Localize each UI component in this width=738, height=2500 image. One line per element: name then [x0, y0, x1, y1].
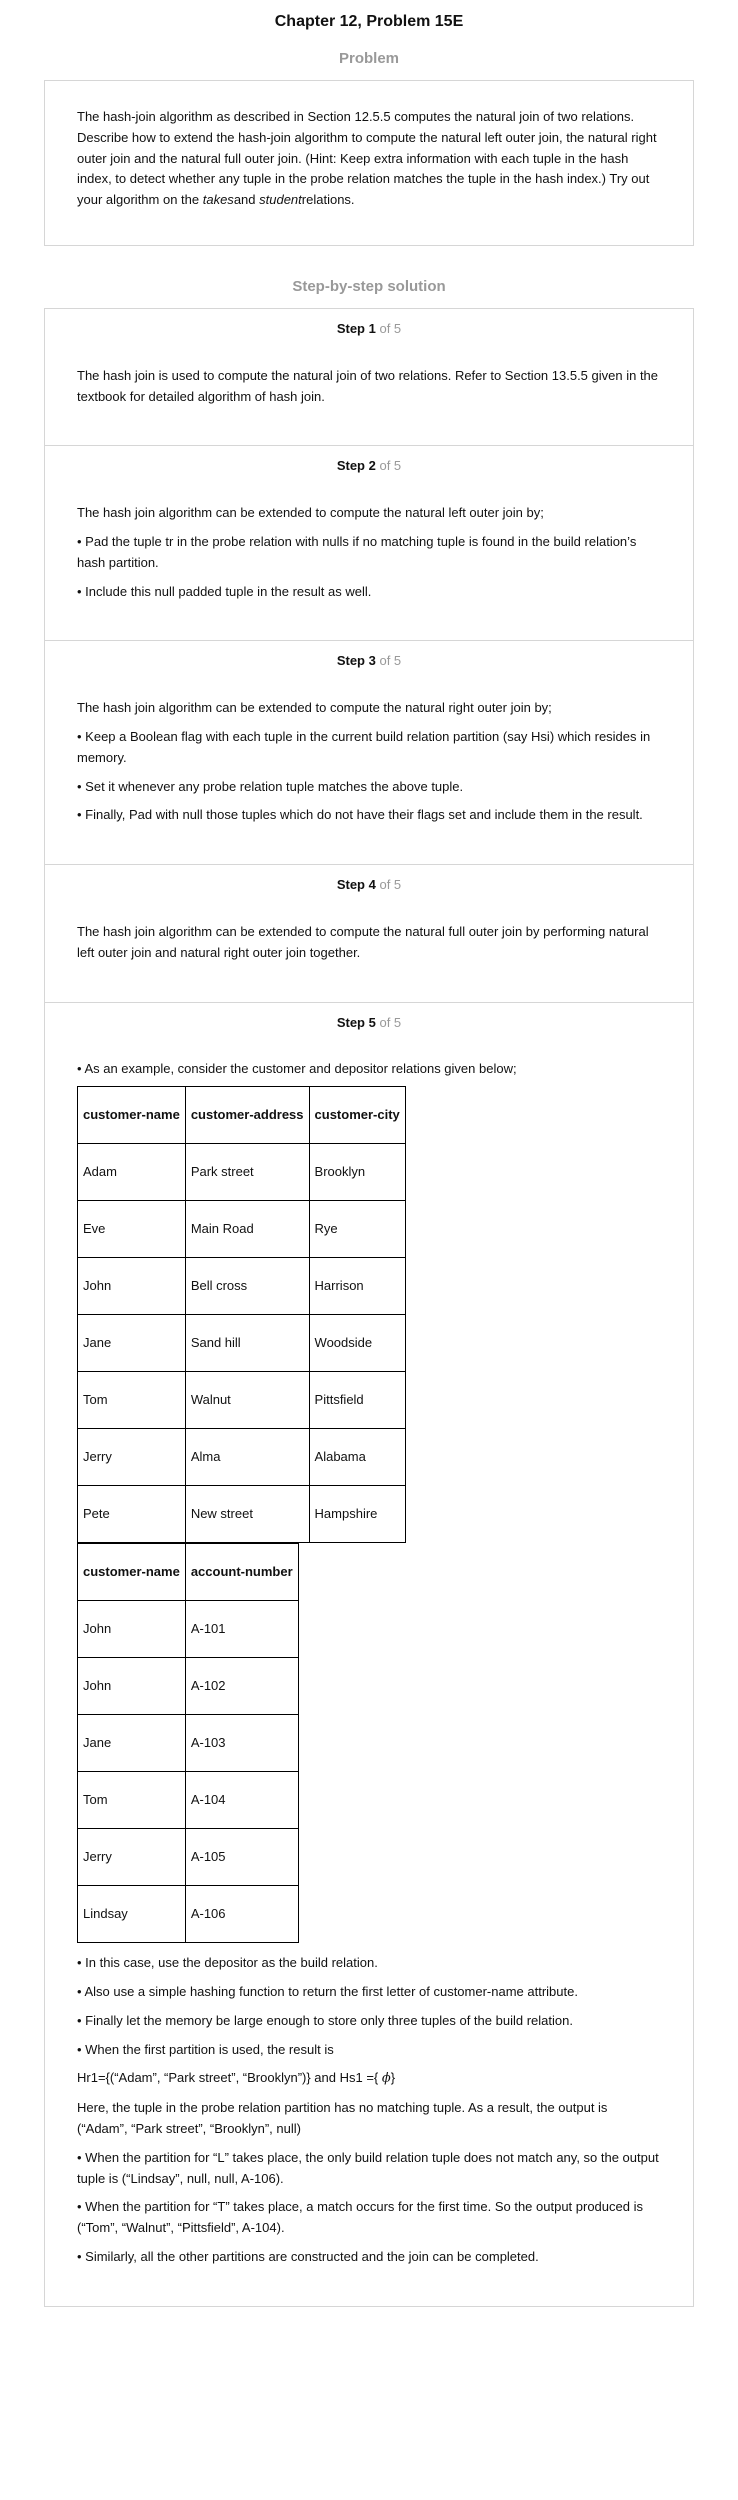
- table-cell: Tom: [78, 1372, 186, 1429]
- problem-text-main: The hash-join algorithm as described in Section 12.5.5 computes the natural join of two relations. Describe how to extend the hash-join algorithm to compute the natural left outer join, the natural right outer join and the natural full outer join. (Hint: Keep extra information with each tuple in the hash index, to detect whether any tuple in the probe relation matches the tuple in the hash index.) Try out your algorithm on the: [77, 109, 657, 208]
- step-2-bullet: • Include this null padded tuple in the result as well.: [77, 583, 372, 599]
- step-5: [45, 1002, 693, 2306]
- step-4-label: Step 4: [336, 877, 376, 893]
- table-cell: New street: [185, 1486, 309, 1543]
- table-cell: Alabama: [309, 1429, 405, 1486]
- table-cell: Park street: [185, 1144, 309, 1201]
- step-2-bullet: • Pad the tuple tr in the probe relation with nulls if no matching tuple is found in the build relation’s hash partition.: [77, 533, 637, 570]
- table-row: [78, 1772, 299, 1829]
- step-3: [45, 640, 693, 864]
- table-cell: Jane: [78, 1715, 186, 1772]
- table-cell: Hampshire: [309, 1486, 405, 1543]
- table-cell: John: [78, 1258, 186, 1315]
- step-5-label: Step 5: [336, 1014, 376, 1030]
- table-cell: Eve: [78, 1201, 186, 1258]
- solution-box: [44, 308, 694, 2307]
- table-row: [78, 1486, 406, 1543]
- step-3-bullet: • Keep a Boolean flag with each tuple in the current build relation partition (say Hsi) which resides in memory.: [77, 728, 651, 765]
- table-cell: Adam: [78, 1144, 186, 1201]
- step-3-paragraph: The hash join algorithm can be extended to compute the natural right outer join by;: [77, 700, 552, 716]
- step-4-title: [77, 875, 661, 896]
- step-5-bullet: • In this case, use the depositor as the build relation.: [77, 1955, 378, 1971]
- column-header: customer-address: [185, 1087, 309, 1144]
- step-1-label: Step 1: [336, 320, 376, 336]
- step-1-of: of 5: [379, 320, 402, 336]
- step-1-paragraph: The hash join is used to compute the natural join of two relations. Refer to Section 13.5.5 given in the textbook for detailed algorithm of hash join.: [77, 367, 659, 404]
- step-1-title: [77, 319, 661, 340]
- step-4-of: of 5: [379, 877, 402, 893]
- table-header-row: [78, 1087, 406, 1144]
- table-cell: Pittsfield: [309, 1372, 405, 1429]
- table-cell: Jerry: [78, 1429, 186, 1486]
- table-row: [78, 1715, 299, 1772]
- problem-end: relations.: [301, 192, 355, 208]
- problem-italic-student: student: [259, 192, 302, 208]
- table-cell: Woodside: [309, 1315, 405, 1372]
- table-cell: Walnut: [185, 1372, 309, 1429]
- problem-box: [44, 80, 694, 246]
- step-5-bullet: • When the partition for “L” takes place, the only build relation tuple does not match any, so the output tuple is (“Lindsay”, null, null, A-106).: [77, 2149, 659, 2186]
- step-2-title: [77, 456, 661, 477]
- table-row: [78, 1829, 299, 1886]
- column-header: customer-city: [309, 1087, 405, 1144]
- step-5-title: [77, 1013, 661, 1034]
- table-cell: A-103: [185, 1715, 298, 1772]
- step-5-hr-line: [77, 2068, 661, 2090]
- step-5-bullet: • Also use a simple hashing function to return the first letter of customer-name attribute.: [77, 1983, 578, 1999]
- table-cell: Lindsay: [78, 1886, 186, 1943]
- step-2-paragraph: The hash join algorithm can be extended to compute the natural left outer join by;: [77, 505, 544, 521]
- page: [24, 0, 714, 2307]
- problem-text: [77, 107, 661, 211]
- step-5-bullet: • When the first partition is used, the result is: [77, 2041, 334, 2057]
- table-row: [78, 1601, 299, 1658]
- table-row: [78, 1372, 406, 1429]
- table-cell: Sand hill: [185, 1315, 309, 1372]
- step-3-of: of 5: [379, 653, 402, 669]
- table-cell: Pete: [78, 1486, 186, 1543]
- table-row: [78, 1886, 299, 1943]
- table-header-row: [78, 1544, 299, 1601]
- step-4-paragraph: The hash join algorithm can be extended to compute the natural full outer join by performing natural left outer join and natural right outer join together.: [77, 923, 649, 960]
- customer-table: [77, 1086, 406, 1543]
- table-cell: A-105: [185, 1829, 298, 1886]
- depositor-table: [77, 1543, 299, 1943]
- table-cell: John: [78, 1658, 186, 1715]
- step-5-of: of 5: [379, 1014, 402, 1030]
- page-title: Chapter 12, Problem 15E: [274, 13, 464, 30]
- column-header: customer-name: [78, 1087, 186, 1144]
- step-2: [45, 445, 693, 640]
- table-row: [78, 1201, 406, 1258]
- hr-text: Hr1={(“Adam”, “Park street”, “Brooklyn”)} and Hs1 ={: [77, 2070, 382, 2086]
- table-cell: Harrison: [309, 1258, 405, 1315]
- table-cell: Brooklyn: [309, 1144, 405, 1201]
- step-5-bullet: • When the partition for “T” takes place, a match occurs for the first time. So the output produced is (“Tom”, “Walnut”, “Pittsfield”, A-104).: [77, 2199, 643, 2236]
- step-2-of: of 5: [379, 458, 402, 474]
- column-header: account-number: [185, 1544, 298, 1601]
- table-cell: A-104: [185, 1772, 298, 1829]
- table-cell: Jane: [78, 1315, 186, 1372]
- table-row: [78, 1658, 299, 1715]
- step-3-title: [77, 651, 661, 672]
- table-cell: A-101: [185, 1601, 298, 1658]
- table-cell: Rye: [309, 1201, 405, 1258]
- table-row: [78, 1144, 406, 1201]
- problem-and: and: [233, 192, 260, 208]
- step-5-bullet: • Similarly, all the other partitions are constructed and the join can be completed.: [77, 2248, 539, 2264]
- table-cell: Alma: [185, 1429, 309, 1486]
- step-3-bullet: • Set it whenever any probe relation tuple matches the above tuple.: [77, 778, 464, 794]
- step-1: [45, 309, 693, 445]
- solution-heading: Step-by-step solution: [292, 277, 446, 295]
- table-cell: Tom: [78, 1772, 186, 1829]
- step-5-bullet: • Finally let the memory be large enough to store only three tuples of the build relation.: [77, 2012, 573, 2028]
- table-row: [78, 1258, 406, 1315]
- step-3-bullet: • Finally, Pad with null those tuples which do not have their flags set and include them in the result.: [77, 807, 643, 823]
- table-row: [78, 1315, 406, 1372]
- table-cell: Jerry: [78, 1829, 186, 1886]
- table-cell: Bell cross: [185, 1258, 309, 1315]
- table-row: [78, 1429, 406, 1486]
- hr-end: }: [390, 2070, 396, 2086]
- step-5-intro: • As an example, consider the customer and depositor relations given below;: [77, 1061, 517, 1077]
- column-header: customer-name: [78, 1544, 186, 1601]
- step-4: [45, 864, 693, 1001]
- step-2-label: Step 2: [336, 458, 376, 474]
- problem-italic-takes: takes: [202, 192, 234, 208]
- phi-symbol: ϕ: [381, 2071, 391, 2087]
- table-cell: John: [78, 1601, 186, 1658]
- problem-heading: Problem: [338, 50, 399, 67]
- step-3-label: Step 3: [336, 653, 376, 669]
- table-cell: Main Road: [185, 1201, 309, 1258]
- table-cell: A-102: [185, 1658, 298, 1715]
- step-5-paragraph: Here, the tuple in the probe relation partition has no matching tuple. As a result, the output is (“Adam”, “Park street”, “Brooklyn”, null): [77, 2100, 608, 2136]
- table-cell: A-106: [185, 1886, 298, 1943]
